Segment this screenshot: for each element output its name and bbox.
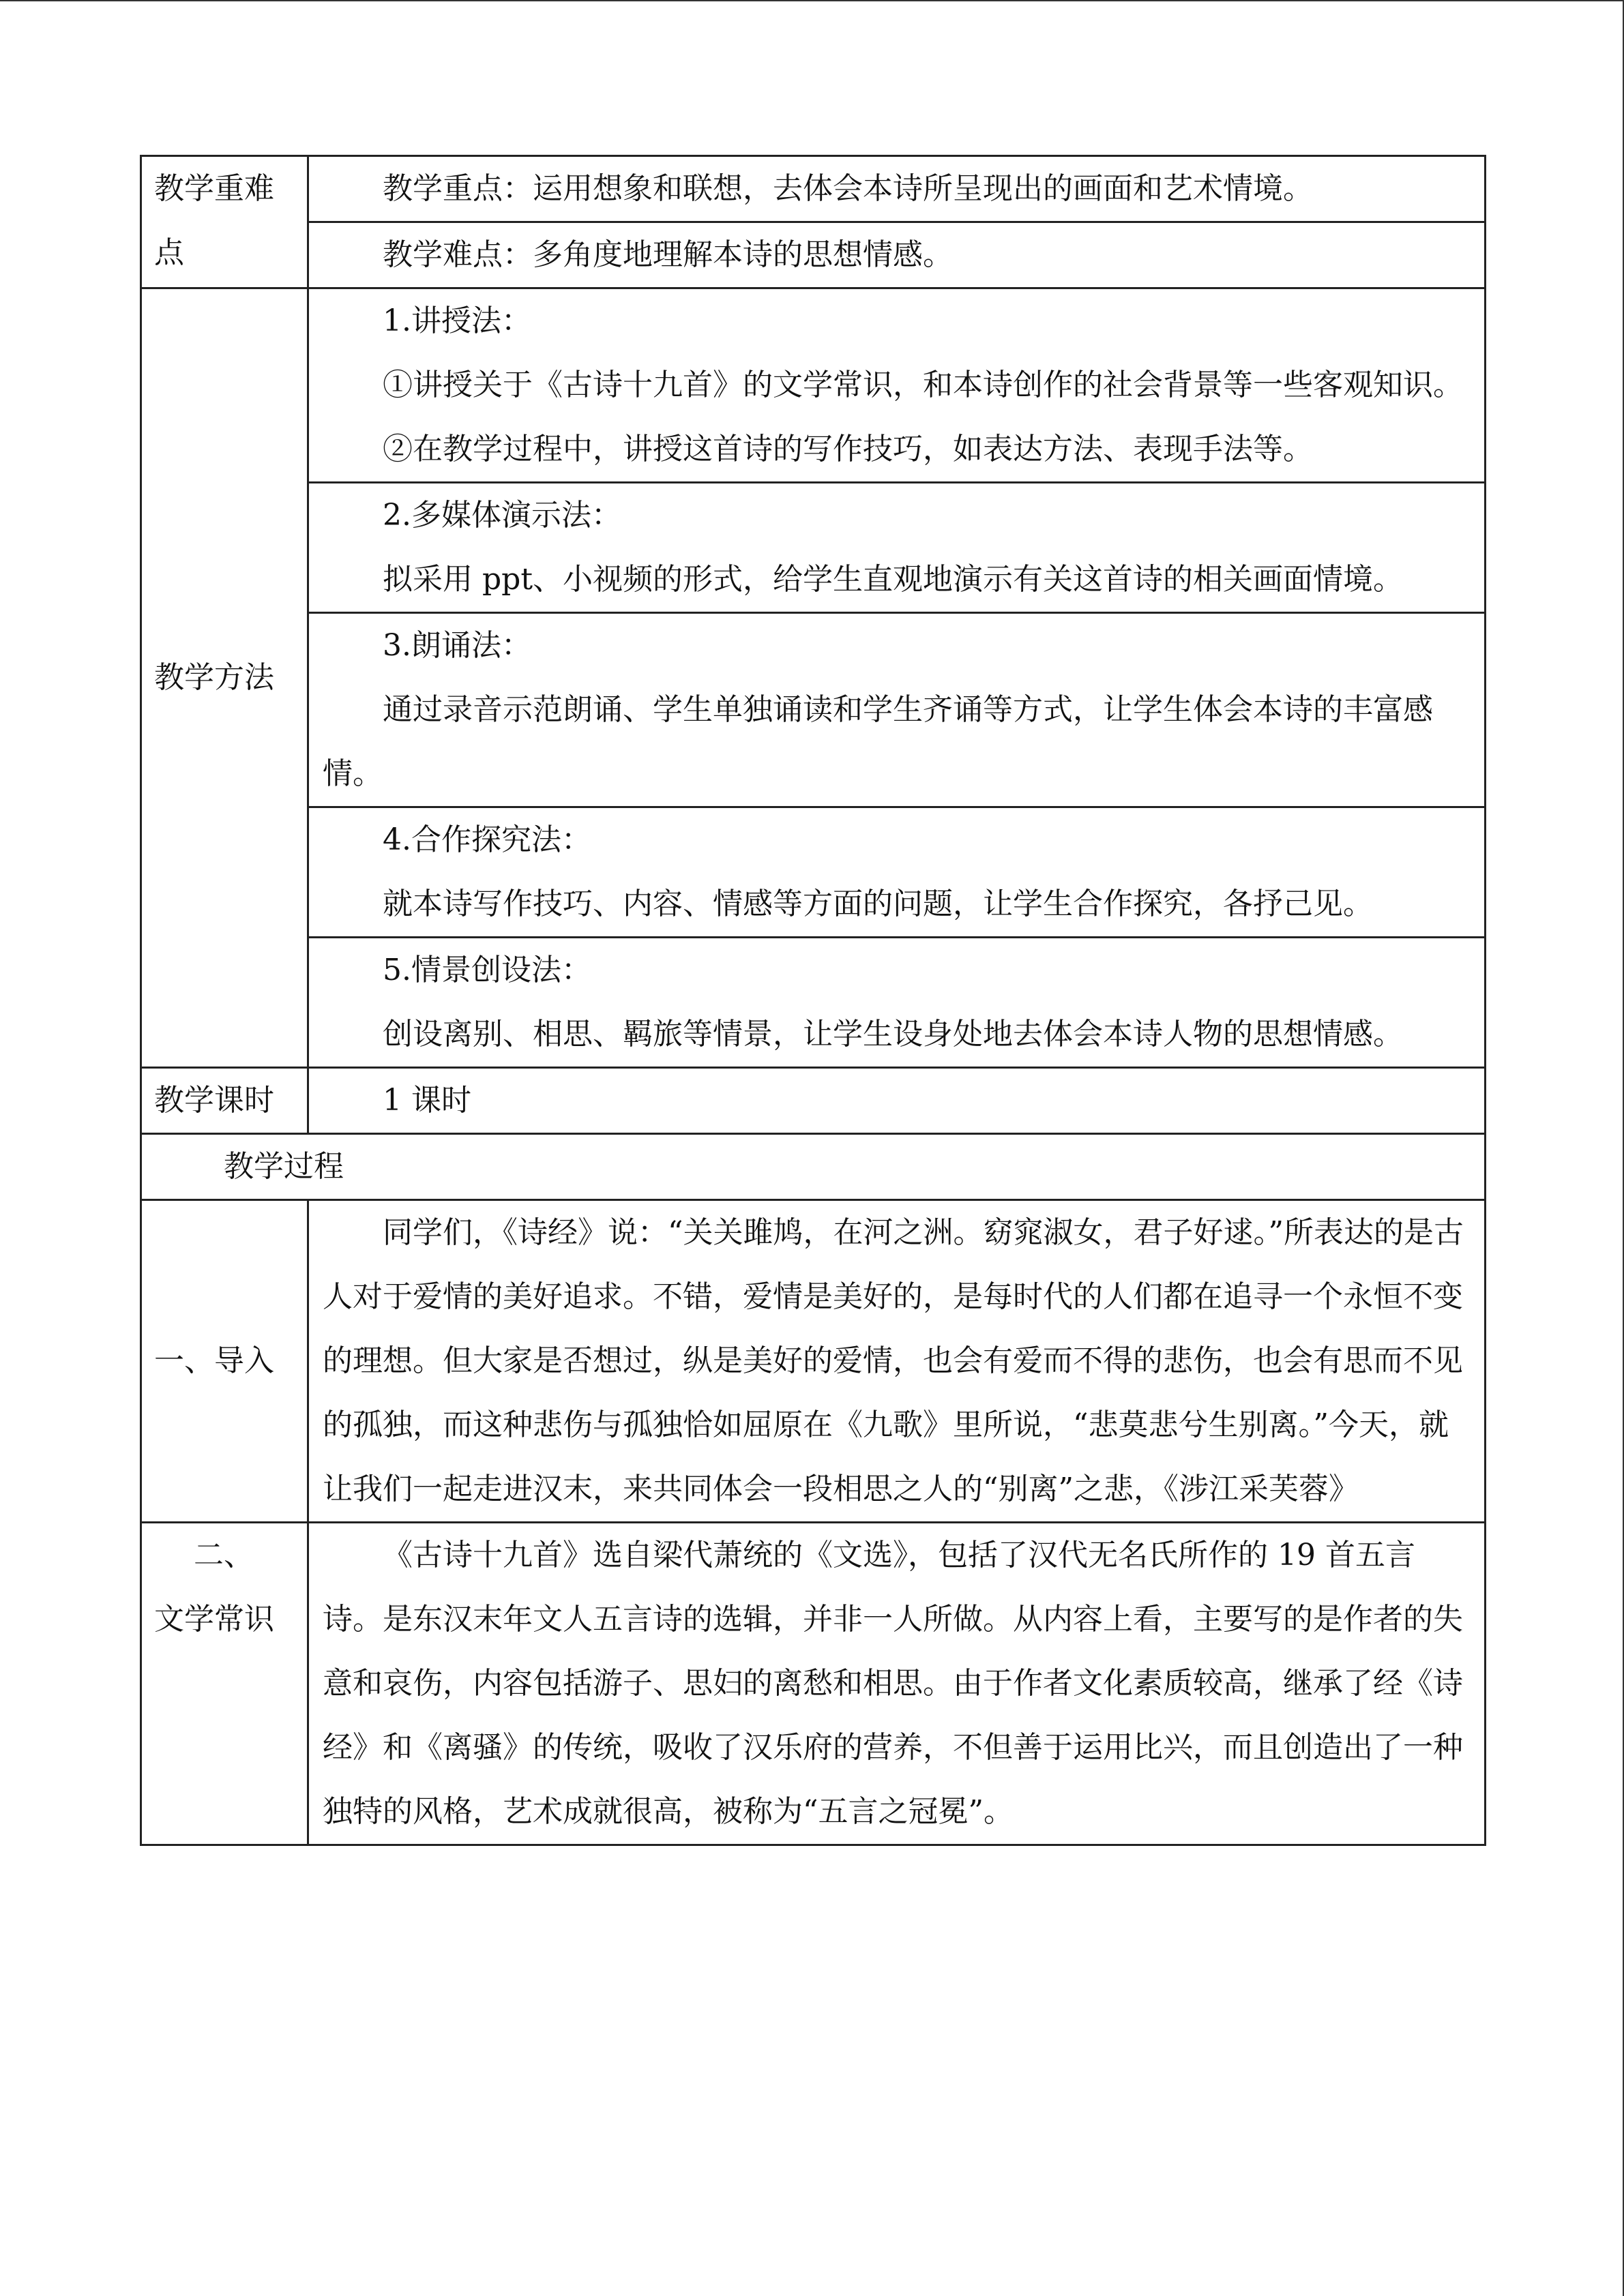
- table-row-hours: [141, 1068, 1486, 1134]
- method-1-para-2: ②在教学过程中，讲授这首诗的写作技巧，如表达方法、表现手法等。: [383, 432, 1313, 466]
- method-5-title: 5.情景创设法：: [383, 953, 591, 987]
- table-row-method-2: [141, 483, 1486, 613]
- table-row-key-point: [141, 156, 1486, 222]
- label-literature: [141, 1523, 308, 1845]
- table-row-method-4: [141, 807, 1486, 938]
- method-3-title: 3.朗诵法：: [383, 628, 531, 663]
- table-row-process-header: [141, 1134, 1486, 1200]
- label-intro: 一、导入: [141, 1200, 308, 1523]
- table-row-hard-point: [141, 222, 1486, 288]
- table-row-method-5: [141, 938, 1486, 1068]
- label-difficulty: 教学重难点: [141, 156, 308, 288]
- method-1-para-1: ①讲授关于《古诗十九首》的文学常识，和本诗创作的社会背景等一些客观知识。: [383, 368, 1463, 402]
- page-border-top: [0, 0, 1624, 1]
- method-5-para-1: 创设离别、相思、羁旅等情景，让学生设身处地去体会本诗人物的思想情感。: [383, 1017, 1403, 1052]
- label-methods: 教学方法: [141, 288, 308, 1068]
- table-row-intro: [141, 1200, 1486, 1523]
- table-row-literature: [141, 1523, 1486, 1845]
- table-row-method-1: [141, 288, 1486, 483]
- label-hours: 教学课时: [141, 1068, 308, 1134]
- intro-text: 同学们，《诗经》说：“关关雎鸠，在河之洲。窈窕淑女，君子好逑。”所表达的是古人对于爱情的美好追求。不错，爱情是美好的，是每时代的人们都在追寻一个永恒不变的理想。但大家是否想过，纵是美好的爱情，也会有爱而不得的悲伤，也会有思而不见的孤独，而这种悲伤与孤独恰如屈原在《九歌》里所说，“悲莫悲兮生别离。”今天，就让我们一起走进汉末，来共同体会一段相思之人的“别离”之悲，《涉江采芙蓉》: [323, 1215, 1464, 1506]
- process-header: 教学过程: [141, 1134, 1486, 1200]
- label-literature-line-2: 文学常识: [154, 1602, 274, 1637]
- table-row-method-3: [141, 613, 1486, 807]
- label-literature-line-1: 二、: [194, 1538, 254, 1572]
- method-4-title: 4.合作探究法：: [383, 822, 591, 857]
- hard-point-text: 教学难点：多角度地理解本诗的思想情感。: [383, 237, 953, 272]
- hours-value: 1 课时: [383, 1083, 471, 1118]
- method-1-title: 1.讲授法：: [383, 303, 531, 338]
- key-point-text: 教学重点：运用想象和联想，去体会本诗所呈现出的画面和艺术情境。: [383, 171, 1313, 206]
- method-4-para-1: 就本诗写作技巧、内容、情感等方面的问题，让学生合作探究，各抒己见。: [383, 886, 1373, 921]
- literature-text: 《古诗十九首》选自梁代萧统的《文选》，包括了汉代无名氏所作的 19 首五言诗。是东汉末年文人五言诗的选辑，并非一人所做。从内容上看，主要写的是作者的失意和哀伤，内容包括游子、思妇的离愁和相思。由于作者文化素质较高，继承了经《诗经》和《离骚》的传统，吸收了汉乐府的营养，不但善于运用比兴，而且创造出了一种独特的风格，艺术成就很高，被称为“五言之冠冕”。: [323, 1538, 1463, 1829]
- method-2-title: 2.多媒体演示法：: [383, 498, 621, 533]
- method-2-para-1: 拟采用 ppt、小视频的形式，给学生直观地演示有关这首诗的相关画面情境。: [383, 562, 1403, 597]
- lesson-plan-table: [140, 155, 1486, 1846]
- method-3-para-1: 通过录音示范朗诵、学生单独诵读和学生齐诵等方式，让学生体会本诗的丰富感情。: [323, 692, 1433, 791]
